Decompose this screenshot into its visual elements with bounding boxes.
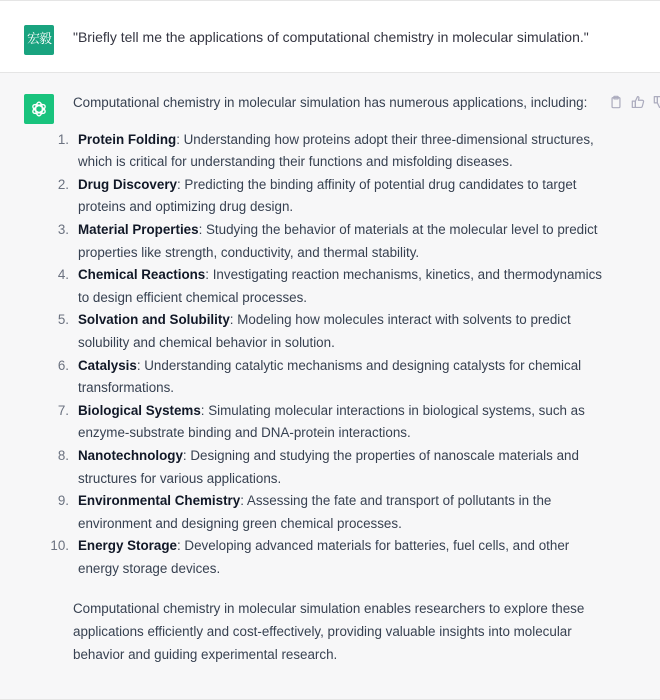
list-item-text: : Predicting the binding affinity of potential drug candidates to target proteins and optimizing drug design. (78, 176, 577, 215)
message-actions (609, 95, 660, 109)
assistant-avatar (24, 94, 54, 124)
list-item-title: Material Properties (78, 221, 199, 237)
list-item (57, 129, 613, 174)
list-item (57, 174, 613, 219)
list-number: 1. (57, 131, 69, 147)
list-item (57, 490, 613, 535)
list-number: 3. (57, 221, 69, 237)
list-item-text: : Simulating molecular interactions in biological systems, such as enzyme-substrate binding and DNA-protein interactions. (78, 402, 585, 441)
list-item-title: Environmental Chemistry (78, 493, 241, 509)
list-item-text: : Developing advanced materials for batteries, fuel cells, and other energy storage devices. (78, 538, 570, 576)
list-number: 5. (57, 312, 69, 328)
list-item-text: : Assessing the fate and transport of pollutants in the environment and designing green chemical processes. (78, 493, 552, 531)
list-item-text: : Understanding how proteins adopt their three-dimensional structures, which is critical for understanding their functions and misfolding diseases. (78, 131, 594, 170)
list-item-title: Protein Folding (78, 131, 177, 147)
list-item-title: Energy Storage (78, 538, 177, 554)
list-number: 8. (57, 447, 69, 463)
thumbs-up-icon[interactable] (631, 95, 645, 109)
list-item (57, 400, 613, 445)
list-item (57, 264, 613, 309)
response-outro: Computational chemistry in molecular simulation enables researchers to explore these applications efficiently and cost-effectively, providing valuable insights into molecular behavior and guiding experimental research. (73, 601, 585, 662)
list-number: 6. (57, 357, 69, 373)
thumbs-down-icon[interactable] (653, 95, 660, 109)
response-intro: Computational chemistry in molecular simulation has numerous applications, including: (73, 95, 588, 110)
list-item-text: : Designing and studying the properties of nanoscale materials and structures for various applications. (78, 447, 579, 486)
list-item (57, 219, 613, 264)
list-item (57, 309, 613, 354)
list-item-title: Chemical Reactions (78, 267, 206, 283)
list-item-title: Biological Systems (78, 402, 201, 418)
list-number: 4. (57, 267, 69, 283)
list-number: 7. (57, 402, 69, 418)
applications-list (50, 129, 613, 581)
list-item-title: Nanotechnology (78, 447, 183, 463)
list-item-text: : Studying the behavior of materials at the molecular level to predict properties like strength, conductivity, and thermal stability. (78, 221, 598, 260)
user-message-text: "Briefly tell me the applications of computational chemistry in molecular simulation." (73, 29, 589, 45)
list-number: 9. (57, 493, 69, 509)
list-item-text: : Modeling how molecules interact with solvents to predict solubility and chemical behavior in solution. (78, 312, 571, 350)
list-item-title: Drug Discovery (78, 176, 177, 192)
list-item (50, 535, 613, 580)
list-item-text: : Investigating reaction mechanisms, kinetics, and thermodynamics to design efficient chemical processes. (78, 267, 602, 305)
list-item-title: Catalysis (78, 357, 137, 373)
list-item-title: Solvation and Solubility (78, 312, 230, 328)
assistant-message (0, 73, 660, 700)
list-item-text: : Understanding catalytic mechanisms and designing catalysts for chemical transformations. (78, 357, 582, 396)
list-item (57, 355, 613, 400)
user-avatar: 宏毅 (24, 25, 54, 55)
list-item (57, 445, 613, 490)
list-number: 2. (57, 176, 69, 192)
list-number: 10. (50, 538, 69, 554)
assistant-response (50, 92, 613, 666)
openai-logo-icon (29, 99, 49, 119)
user-message (0, 0, 660, 73)
